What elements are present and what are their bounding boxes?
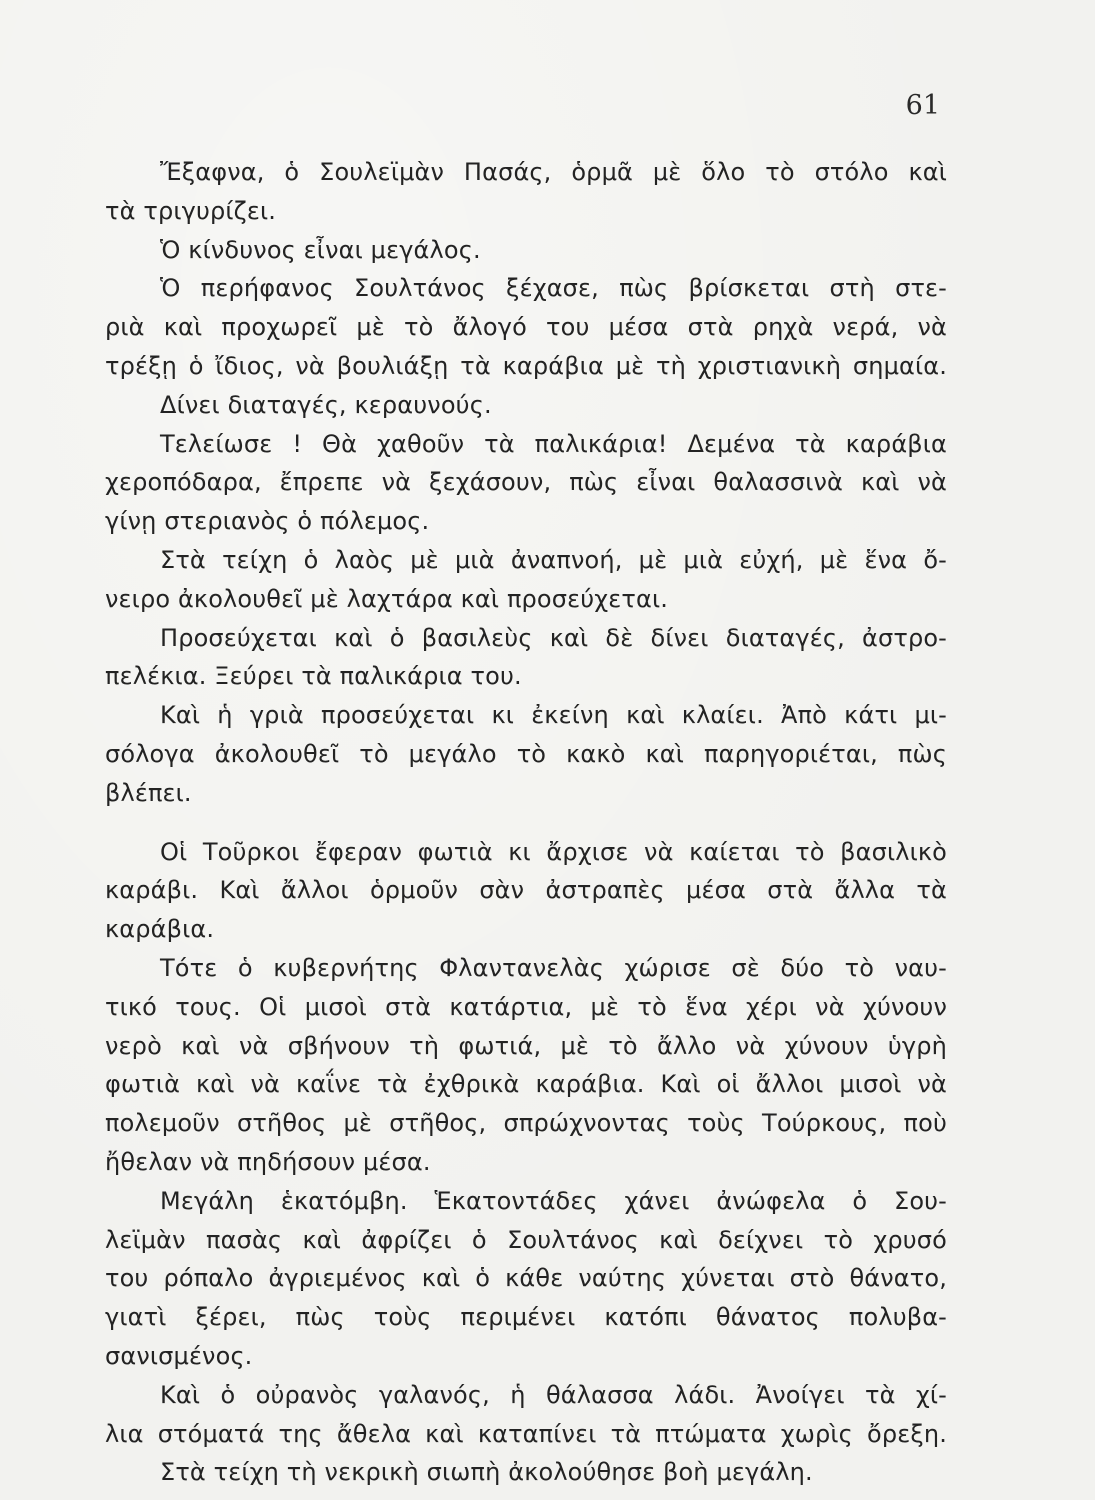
text-line: φωτιὰ καὶ νὰ καΐνε τὰ ἐχθρικὰ καράβια. Καὶ οἱ ἄλλοι μισοὶ νὰ [105, 1070, 947, 1099]
text-line: λεϊμὰν πασὰς καὶ ἀφρίζει ὁ Σουλτάνος καὶ δείχνει τὸ χρυσό [105, 1225, 947, 1254]
text-line: νερὸ καὶ νὰ σβήνουν τὴ φωτιά, μὲ τὸ ἄλλο νὰ χύνουν ὑγρὴ [105, 1031, 947, 1060]
text-line: Μεγάλη ἑκατόμβη. Ἑκατοντάδες χάνει ἀνώφελα ὁ Σου- [160, 1186, 947, 1215]
text-line: Στὰ τείχη τὴ νεκρικὴ σιωπὴ ἀκολούθησε βοὴ μεγάλη. [160, 1458, 813, 1487]
text-line: πελέκια. Ξεύρει τὰ παλικάρια του. [105, 662, 522, 691]
text-line: Ὁ κίνδυνος εἶναι μεγάλος. [160, 235, 481, 264]
text-line: ἤθελαν νὰ πηδήσουν μέσα. [105, 1147, 431, 1176]
text-line: Ὁ περήφανος Σουλτάνος ξέχασε, πὼς βρίσκεται στὴ στε- [160, 274, 947, 303]
text-line: Προσεύχεται καὶ ὁ βασιλεὺς καὶ δὲ δίνει διαταγές, ἀστρο- [160, 623, 947, 652]
text-line: Τότε ὁ κυβερνήτης Φλαντανελὰς χώρισε σὲ δύο τὸ ναυ- [160, 953, 947, 982]
text-line: Δίνει διαταγές, κεραυνούς. [160, 390, 492, 419]
text-line: βλέπει. [105, 778, 192, 807]
text-line: Οἱ Τοῦρκοι ἔφεραν φωτιὰ κι ἄρχισε νὰ καίεται τὸ βασιλικὸ [160, 837, 947, 866]
text-line: σόλογα ἀκολουθεῖ τὸ μεγάλο τὸ κακὸ καὶ παρηγοριέται, πὼς [105, 739, 947, 768]
text-line: πολεμοῦν στῆθος μὲ στῆθος, σπρώχνοντας τοὺς Τούρκους, ποὺ [105, 1109, 947, 1138]
text-line: γιατὶ ξέρει, πὼς τοὺς περιμένει κατόπι θάνατος πολυβα- [105, 1303, 947, 1332]
text-line: τρέξῃ ὁ ἴδιος, νὰ βουλιάξῃ τὰ καράβια μὲ τὴ χριστιανικὴ σημαία. [105, 351, 947, 380]
text-line: Στὰ τείχη ὁ λαὸς μὲ μιὰ ἀναπνοή, μὲ μιὰ εὐχή, μὲ ἕνα ὄ- [160, 545, 947, 574]
text-line: του ρόπαλο ἀγριεμένος καὶ ὁ κάθε ναύτης χύνεται στὸ θάνατο, [105, 1264, 947, 1293]
text-line: καράβι. Καὶ ἄλλοι ὁρμοῦν σὰν ἀστραπὲς μέσα στὰ ἄλλα τὰ [105, 876, 947, 905]
text-line: ριὰ καὶ προχωρεῖ μὲ τὸ ἄλογό του μέσα στὰ ρηχὰ νερά, νὰ [105, 313, 947, 342]
text-line: τικό τους. Οἱ μισοὶ στὰ κατάρτια, μὲ τὸ ἕνα χέρι νὰ χύνουν [105, 992, 947, 1021]
text-line: σανισμένος. [105, 1341, 253, 1370]
text-line: γίνῃ στεριανὸς ὁ πόλεμος. [105, 507, 430, 536]
text-line: λια στόματά της ἄθελα καὶ καταπίνει τὰ πτώματα χωρὶς ὄρεξη. [105, 1419, 947, 1448]
text-line: χεροπόδαρα, ἔπρεπε νὰ ξεχάσουν, πὼς εἶναι θαλασσινὰ καὶ νὰ [105, 468, 947, 497]
page-number: 61 [905, 90, 940, 121]
text-line: καράβια. [105, 915, 215, 944]
text-line: Καὶ ὁ οὐρανὸς γαλανός, ἡ θάλασσα λάδι. Ἀνοίγει τὰ χί- [160, 1380, 947, 1409]
text-line: Ἔξαφνα, ὁ Σουλεϊμὰν Πασάς, ὁρμᾶ μὲ ὅλο τὸ στόλο καὶ [160, 158, 947, 186]
paragraph-gap [105, 813, 947, 833]
text-line: Καὶ ἡ γριὰ προσεύχεται κι ἐκείνη καὶ κλαίει. Ἀπὸ κάτι μι- [160, 701, 947, 730]
text-line: τὰ τριγυρίζει. [105, 196, 277, 225]
text-line: νειρο ἀκολουθεῖ μὲ λαχτάρα καὶ προσεύχεται. [105, 584, 669, 613]
text-line: Τελείωσε ! Θὰ χαθοῦν τὰ παλικάρια! Δεμένα τὰ καράβια [160, 429, 947, 458]
body-text [105, 153, 947, 1492]
